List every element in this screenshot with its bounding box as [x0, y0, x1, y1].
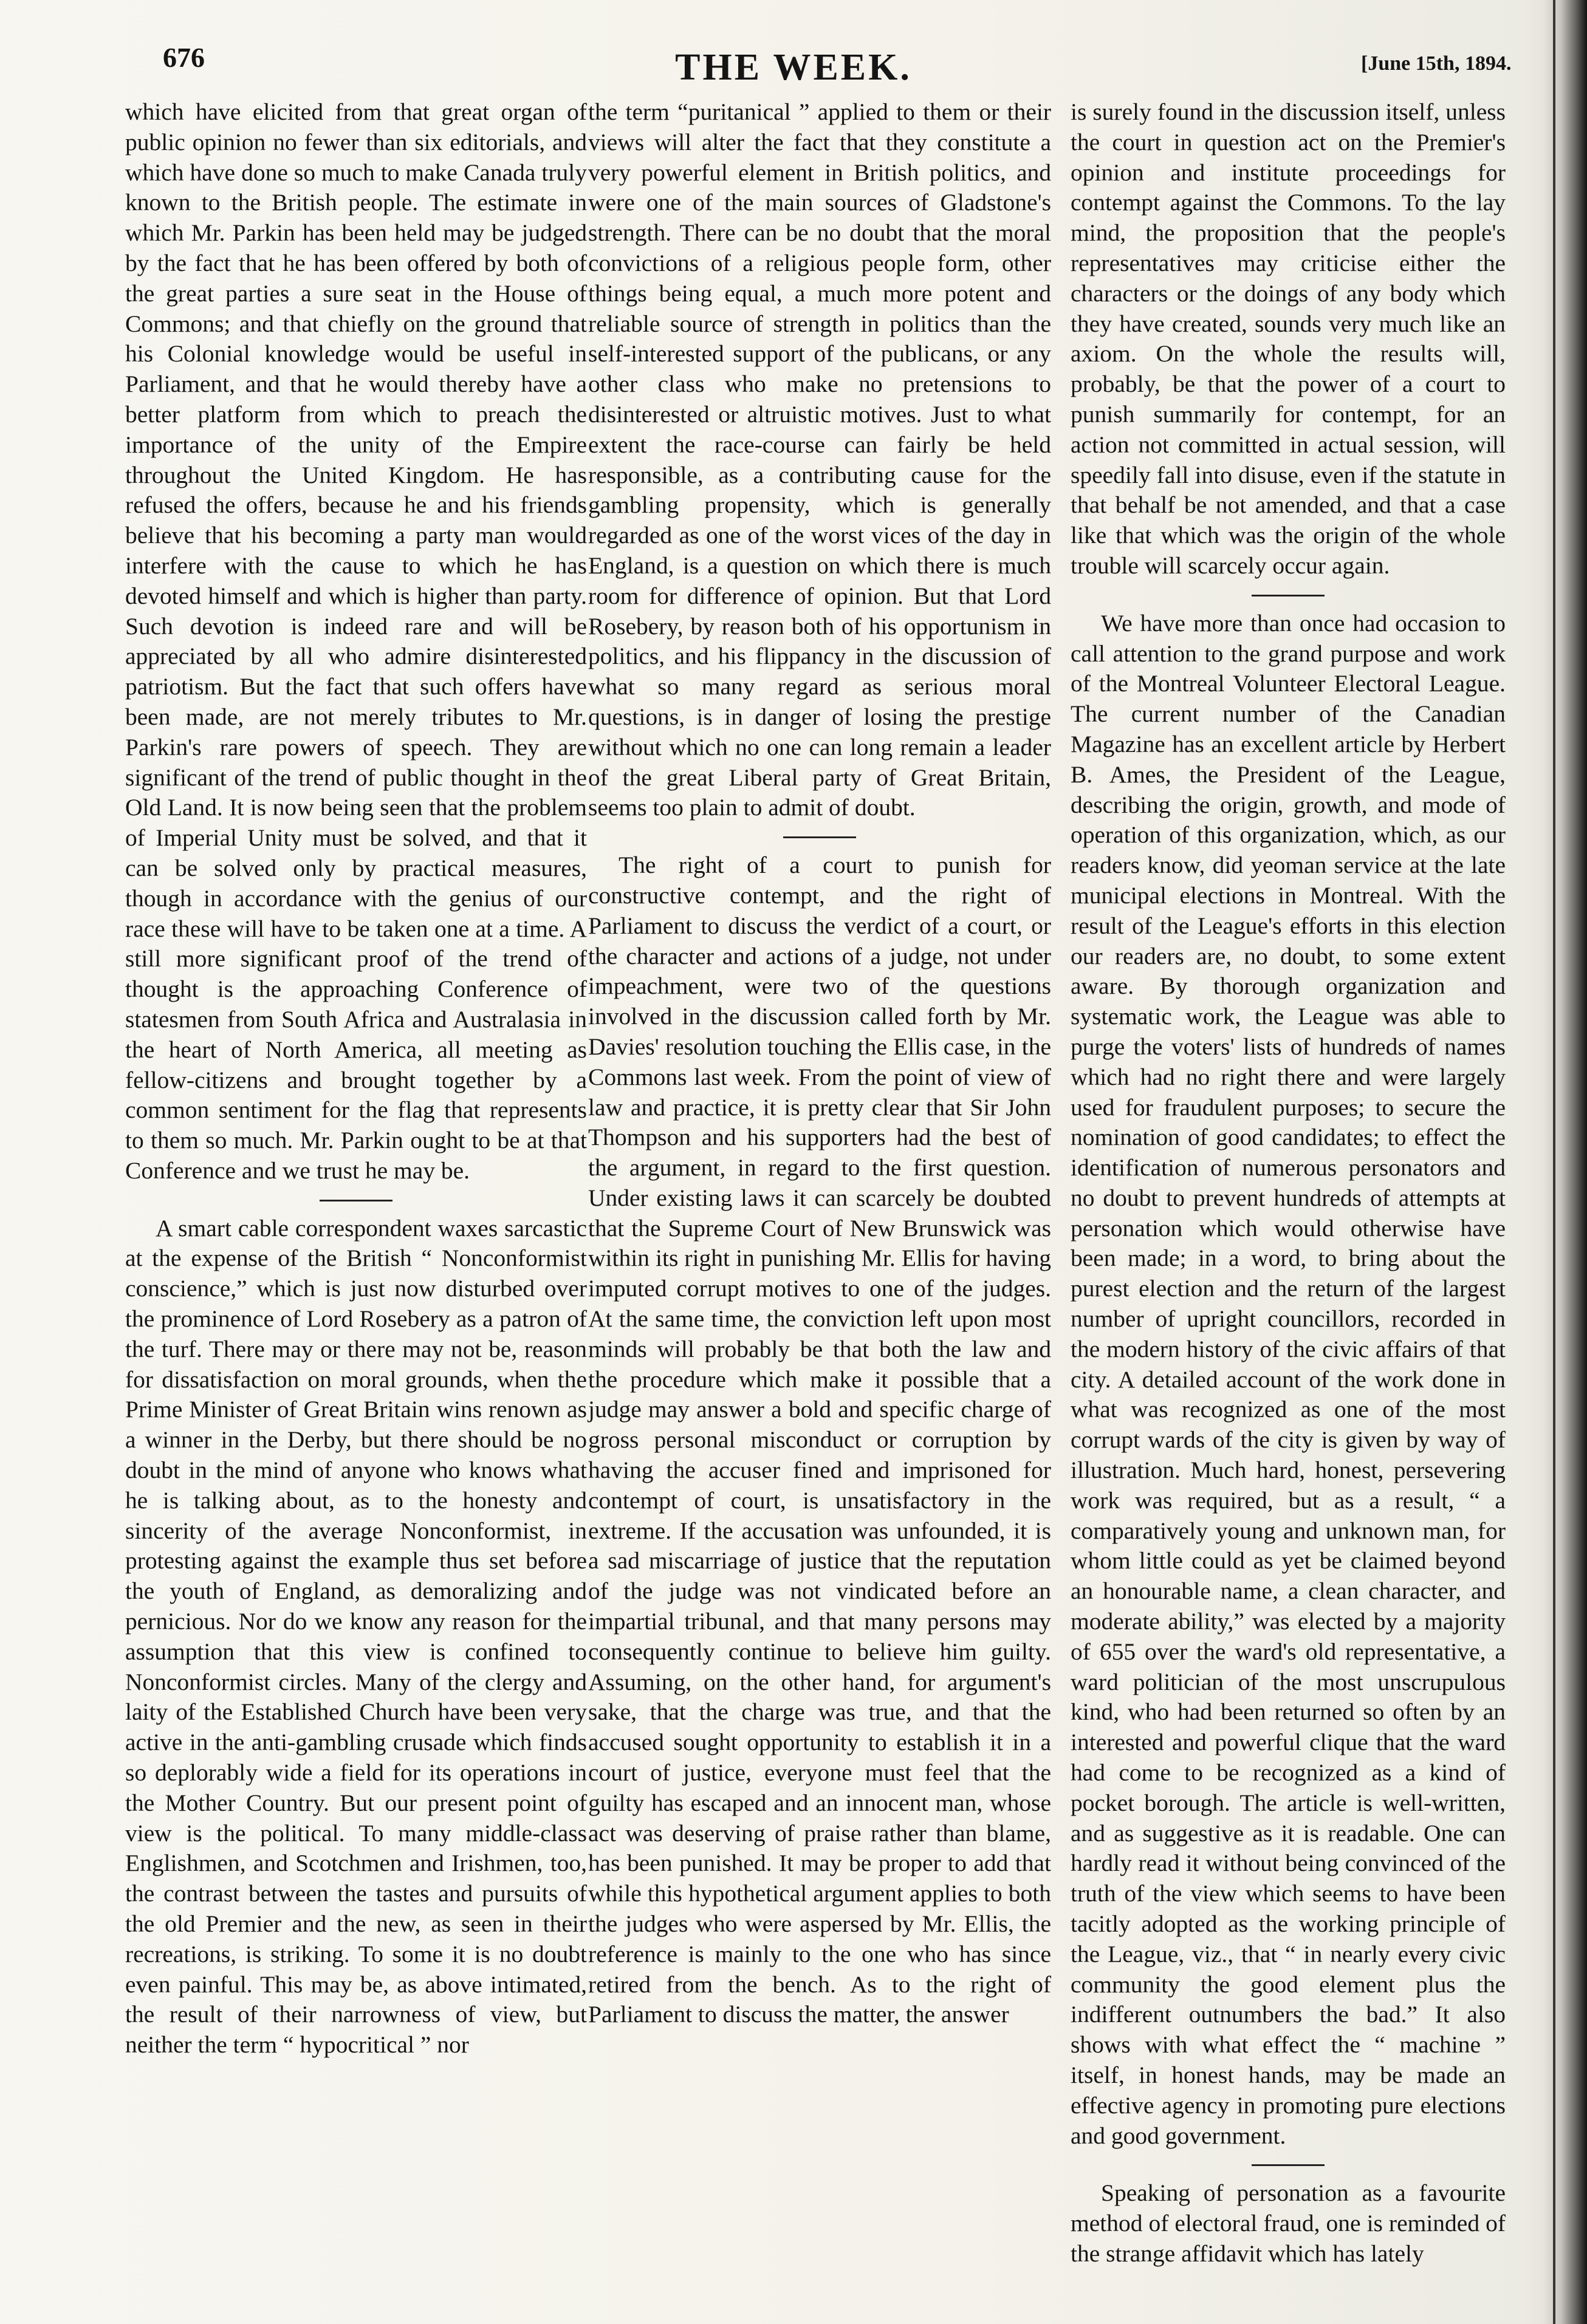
- page-edge-line: [1553, 0, 1555, 2324]
- article-paragraph: A smart cable correspondent waxes sarcastic at the expense of the British “ Nonconformist conscience,” which is just now disturbed over the prominence of Lord Rosebery as a patron of the turf. There may or there may not be, reason for dissatisfaction on moral grounds, when the Prime Minister of Great Britain wins renown as a winner in the Derby, but there should be no doubt in the mind of anyone who knows what he is talking about, as to the honesty and sincerity of the average Nonconformist, in protesting against the example thus set before the youth of England, as demoralizing and pernicious. Nor do we know any reason for the assumption that this view is confined to Nonconformist circles. Many of the clergy and laity of the Established Church have been very active in the anti-gambling crusade which finds so deplorably wide a field for its operations in the Mother Country. But our present point of view is the political. To many middle-class Englishmen, and Scotchmen and Irishmen, too, the contrast between the tastes and pursuits of the old Premier and the new, as seen in their recreations, is striking. To some it is no doubt even painful. This may be, as above intimated, the result of their narrowness of view, but neither the term “ hypocritical ” nor: [125, 1214, 587, 2059]
- article-paragraph: which have elicited from that great organ of public opinion no fewer than six editorials, and which have done so much to make Canada truly known to the British people. The estimate in which Mr. Parkin has been held may be judged by the fact that he has been offered by both of the great parties a sure seat in the House of Commons; and that chiefly on the ground that his Colonial knowledge would be useful in Parliament, and that he would thereby have a better platform from which to preach the importance of the unity of the Empire throughout the United Kingdom. He has refused the offers, because he and his friends believe that his becoming a party man would interfere with the cause to which he has devoted himself and which is higher than party. Such devotion is indeed rare and will be appreciated by all who admire disinterested patriotism. But the fact that such offers have been made, are not merely tributes to Mr. Parkin's rare powers of speech. They are significant of the trend of public thought in the Old Land. It is now being seen that the problem of Imperial Unity must be solved, and that it can be solved only by practical measures, though in accordance with the genius of our race these will have to be taken one at a time. A still more significant proof of the trend of thought is the approaching Conference of statesmen from South Africa and Australasia in the heart of North America, all meeting as fellow-citizens and brought together by a common sentiment for the flag that represents to them so much. Mr. Parkin ought to be at that Conference and we trust he may be.: [125, 98, 587, 1184]
- article-paragraph: the term “puritanical ” applied to them or their views will alter the fact that they constitute a very powerful element in British politics, and were one of the main sources of Gladstone's strength. There can be no doubt that the moral convictions of a religious people form, other things being equal, a much more potent and reliable source of strength in politics than the self-interested support of the publicans, or any other class who make no pretensions to disinterested or altruistic motives. Just to what extent the race-course can fairly be held responsible, as a contributing cause for the gambling propensity, which is generally regarded as one of the worst vices of the day in England, is a question on which there is much room for difference of opinion. But that Lord Rosebery, by reason both of his opportunism in politics, and his flippancy in the discussion of what so many regard as serious moral questions, is in danger of losing the prestige without which no one can long remain a leader of the great Liberal party of Great Britain, seems too plain to admit of doubt.: [588, 98, 1051, 821]
- article-paragraph: The right of a court to punish for constructive contempt, and the right of Parliament to discuss the verdict of a court, or the character and actions of a judge, not under impeachment, were two of the questions involved in the discussion called forth by Mr. Davies' resolution touching the Ellis case, in the Commons last week. From the point of view of law and practice, it is pretty clear that Sir John Thompson and his supporters had the best of the argument, in regard to the first question. Under existing laws it can scarcely be doubted that the Supreme Court of New Brunswick was within its right in punishing Mr. Ellis for having imputed corrupt motives to one of the judges. At the same time, the conviction left upon most minds will probably be that both the law and the procedure which make it possible that a judge may answer a bold and specific charge of gross personal misconduct or corruption by having the accuser fined and imprisoned for contempt of court, is unsatisfactory in the extreme. If the accusation was unfounded, it is a sad miscarriage of justice that the reputation of the judge was not vindicated before an impartial tribunal, and that many persons may consequently continue to believe him guilty. Assuming, on the other hand, for argument's sake, that the charge was true, and that the accused sought opportunity to establish it in a court of justice, everyone must feel that the guilty has escaped and an innocent man, whose act was deserving of praise rather than blame, has been punished. It may be proper to add that while this hypothetical argument applies to both the judges who were aspersed by Mr. Ellis, the reference is mainly to the one who has since retired from the bench. As to the right of Parliament to discuss the matter, the answer: [588, 852, 1051, 2028]
- section-divider: [783, 836, 856, 838]
- article-paragraph: Speaking of personation as a favourite method of electoral fraud, one is reminded of the strange affidavit which has lately: [1071, 2179, 1506, 2267]
- section-divider: [320, 1200, 392, 1201]
- column-2: [588, 97, 1051, 2030]
- masthead-title: THE WEEK.: [675, 47, 912, 88]
- issue-date: [June 15th, 1894.: [1361, 52, 1512, 75]
- page-edge-shadow: [1543, 0, 1587, 2324]
- section-divider: [1252, 595, 1325, 596]
- column-3: [1071, 97, 1506, 2269]
- column-1: [125, 97, 587, 2060]
- section-divider: [1252, 2164, 1325, 2166]
- page-number: 676: [163, 42, 205, 73]
- article-paragraph: We have more than once had occasion to call attention to the grand purpose and work of the Montreal Volunteer Electoral League. The current number of the Canadian Magazine has an excellent article by Herbert B. Ames, the President of the League, describing the origin, growth, and mode of operation of this organization, which, as our readers know, did yeoman service at the late municipal elections in Montreal. With the result of the League's efforts in this election our readers are, no doubt, to some extent aware. By thorough organization and systematic work, the League was able to purge the voters' lists of hundreds of names which had no right there and were largely used for fraudulent purposes; to secure the nomination of good candidates; to effect the identification of numerous personators and no doubt to prevent hundreds of attempts at personation which would otherwise have been made; in a word, to bring about the purest election and the return of the largest number of upright councillors, recorded in the modern history of the civic affairs of that city. A detailed account of the work done in what was recognized as one of the most corrupt wards of the city is given by way of illustration. Much hard, honest, persevering work was required, but as a result, “ a comparatively young and unknown man, for whom little could as yet be claimed beyond an honourable name, a clean character, and moderate ability,” was elected by a majority of 655 over the ward's old representative, a ward politician of the most unscrupulous kind, who had been returned so often by an interested and powerful clique that the ward had come to be recognized as a kind of pocket borough. The article is well-written, and as suggestive as it is readable. One can hardly read it without being convinced of the truth of the view which seems to have been tacitly adopted as the working principle of the League, viz., that “ in nearly every civic community the good element plus the indifferent outnumbers the bad.” It also shows with what effect the “ machine ” itself, in honest hands, may be made an effective agency in promoting pure elections and good government.: [1071, 609, 1506, 2149]
- article-paragraph: is surely found in the discussion itself, unless the court in question act on the Premier's opinion and institute proceedings for contempt against the Commons. To the lay mind, the proposition that the people's representatives may criticise either the characters or the doings of any body which they have created, sounds very much like an axiom. On the whole the results will, probably, be that the power of a court to punish summarily for contempt, for an action not committed in actual session, will speedily fall into disuse, even if the statute in that behalf be not amended, and that a case like that which was the origin of the whole trouble will scarcely occur again.: [1071, 98, 1506, 579]
